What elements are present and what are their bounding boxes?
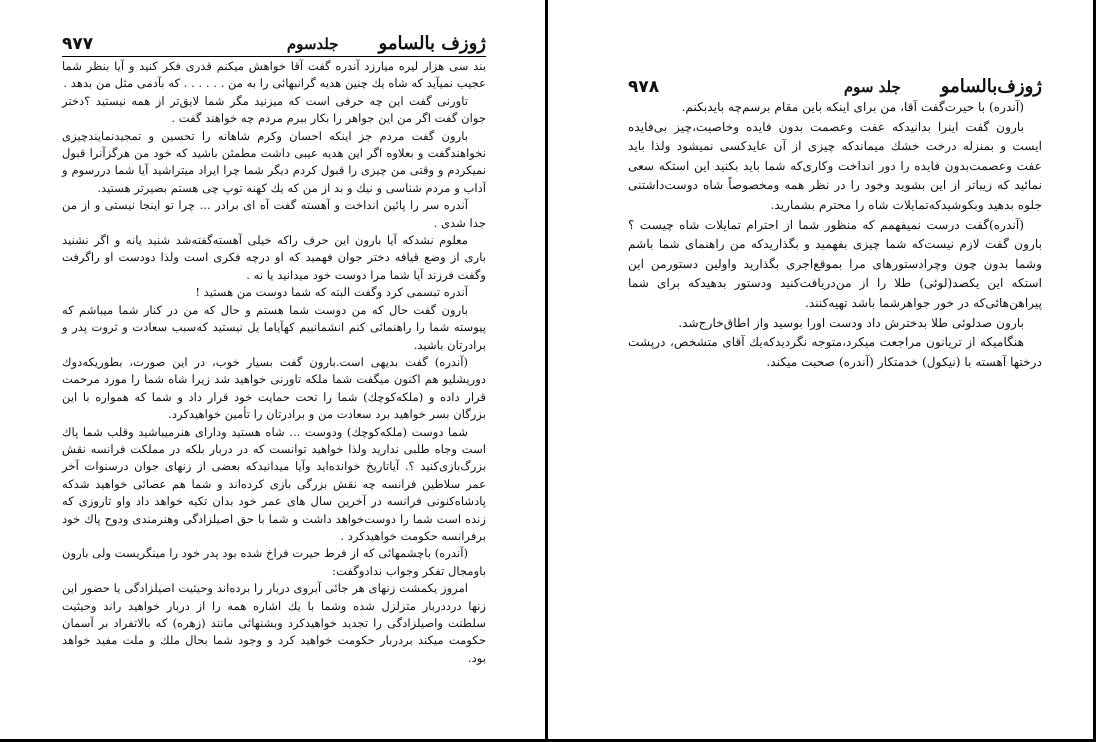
paragraph: بارون گفت مردم جز اینکه احسان وکرم شاهانه را تحسین و تمجیدنمایند‌چیزی نخواهندگفت و بعلاوه اگر این هدیه عیبی داشت مطمئن باشید که خود من هرگزآنرا قبول نمیکردم و وقتی من چیزی را قبول کردم دیگر شما چرا ایراد میتراشید آیا شما دررسوم و آداب و مردم شناسی و نیك و بد از من که یك کهنه توپ چی هستم بصیرتر هستید.: [62, 128, 486, 195]
right-book-title: ژوزف‌بالسامو: [940, 76, 1042, 97]
right-page: [548, 0, 1096, 742]
paragraph: امروز یکمشت زنهای هر جائی آبروی دربار را برده‌اند وحیثیت اصیلزادگی یا حضور این زنها درددربار متزلزل شده وشما با یك اشاره همه را از دربار خواهید راند وحیثیت سلطنت واصیلزادگی را تجدید خواهیدکرد وبشنهائی مانند (زهره) که بالاتفراد بر آسمان حکومت میکند بردربار حکومت خواهید کرد و وجود شما بحال ملك و ملت مفید خواهد بود.: [62, 581, 486, 665]
paragraph: (آندره) گفت بدیهی است.بارون گفت بسیار خوب، در این صورت، بطوریکه‌دوك دوریشلیو هم اکنون میگفت شما ملکه تاورنی خواهید شد زیرا شاه شما را مورد مرحمت قرار داده و (ملکه‌کوچك) شما را تحت حمایت خود قرار داد و شما که همواره با این بزرگان بسر خواهید برد سعادت من و برادرتان را تأمین خواهیدکرد.: [62, 354, 486, 422]
left-body-text: [62, 58, 486, 667]
paragraph: (آندره) با حیرت‌گفت آقا، من برای اینکه باین مقام برسم‌چه بایدبکنم.: [681, 100, 1024, 114]
paragraph: بند سی هزار لیره میارزد آندره گفت آقا خواهش میکنم قدری فکر کنید و آیا بنظر شما عجیب نمیآید که شاه یك چنین هدیه گرانبهائی را به من . . . . . . که بآدمی مثل من بدهد .: [62, 59, 486, 91]
paragraph: بارون گفت حال که من دوست شما هستم و حال که من در کنار شما میباشم که پیوسته شما را راهنمائی کنم انشمانبیم کهآیاما یل نیستید که‌سبب سعادت و ثروت پدر و برادرتان باشید.: [62, 302, 486, 352]
paragraph: آندره تبسمی کرد وگفت البته که شما دوست من هستید !: [195, 285, 468, 300]
left-page-header: [62, 33, 486, 57]
paragraph: (آندره) باچشمهائی که از فرط حیرت فراخ شده بود پدر خود را مینگریست ولی بارون باومجال تفکر وجواب ندادوگفت:: [62, 546, 486, 578]
right-page-header: [628, 76, 1042, 97]
paragraph: بارون صدلوئی طلا بدخترش داد ودست اورا بوسید واز اطاق‌خارج‌شد.: [678, 315, 1024, 330]
right-volume-label: جلد سوم: [843, 78, 901, 96]
left-page-number: ۹۷۷: [62, 34, 94, 54]
paragraph: تاورنی گفت این چه حرفی است که میزنید مگر شما لایق‌تر از همه نیستید ؟دختر جوان گفت اگر من این جواهر را بکار ببرم مردم چه خواهند گفت .: [62, 93, 486, 126]
right-page-number: ۹۷۸: [628, 77, 660, 97]
left-page: [0, 0, 546, 742]
paragraph: بارون گفت اینرا بدانیدکه عفت وعصمت بدون فایده وخاصیت،چیز بی‌فایده ایست و بمنزله درخت خشك میماندکه چیزی از آن عایدکسی نمیشود ولذا باید عفت وعصمت‌بدون فایده را دور انداخت وکاری‌که شما باید بکنید این استکه سعی نمائید که زیباتر از این بشوید وخود را در نظر همه ومخصوصاً شاه دوست‌داشتنی جلوه بدهید وبکوشیدکه‌تمایلات شاه را محترم بشمارید.: [628, 119, 1042, 212]
left-book-title: ژوزف بالسامو: [378, 33, 486, 54]
paragraph: شما دوست (ملکه‌کوچك) ودوست ... شاه هستید ودارای هنرمیباشید وقلب شما پاك است وجاه طلبی ندارید ولذا خواهید توانست که در دربار بلکه در مملکت فرانسه نقش بزرگ‌بازی‌کنید ؟. آیاتاریخ خوانده‌اید وآیا میدانیدکه بعضی از زنهای جوان درسنوات آخر عمر سلاطین فرانسه چه نقش بزرگی بازی کرده‌اند و شما هم‌ عصائی خواهید شدکه پادشاه‌کنونی فرانسه در آخرین سال های عمر خود بدان تکیه خواهد داد واو تاروزی که زنده است شما را دوست‌خواهد داشت و شما با حق اصیلزادگی وهنرمندی ودوح پاك خود برفرانسه حکومت خواهیدکرد .: [62, 424, 486, 543]
paragraph: (آندره)گفت درست نمیفهمم که منظور شما از احترام تمایلات شاه چیست ؟ بارون گفت لازم نیست‌که شما چیزی بفهمید و بگذاریدکه من راهنمای شما باشم وشما بدون چون وچرادستورهای مرا بموقع‌اجری بگذارید واولین دستورمن این استکه این یکصد(لوئی) طلا را از من‌دریافت‌کنید ودستور بدهیدکه برای شما پیراهن‌هائی‌که در خور جواهرشما باشد تهیه‌کنند.: [628, 217, 1042, 310]
paragraph: آندره سر را پائین انداخت و آهسته گفت آه ای برادر ... چرا تو اینجا نیستی و از من جدا شدی .: [62, 198, 486, 230]
left-volume-label: جلدسوم: [286, 35, 339, 53]
paragraph: معلوم نشدکه آیا بارون این حرف راکه خیلی آهسته‌گفته‌شد شنید یانه و اگر نشنید باری از وضع قیافه دختر جوان فهمید که او درچه فکری است ولذا دودست او راگرفت وگفت فرزند آیا شما مرا دوست خود میدانید یا نه .: [62, 233, 486, 282]
right-body-text: [628, 98, 1042, 372]
paragraph: هنگامیکه از تریانون مراجعت میکرد،متوجه نگردیدکه‌یك آقای متشخص، درپشت درختها آهسته با (نیکول) خدمتکار (آندره) صحبت میکند.: [628, 335, 1042, 369]
